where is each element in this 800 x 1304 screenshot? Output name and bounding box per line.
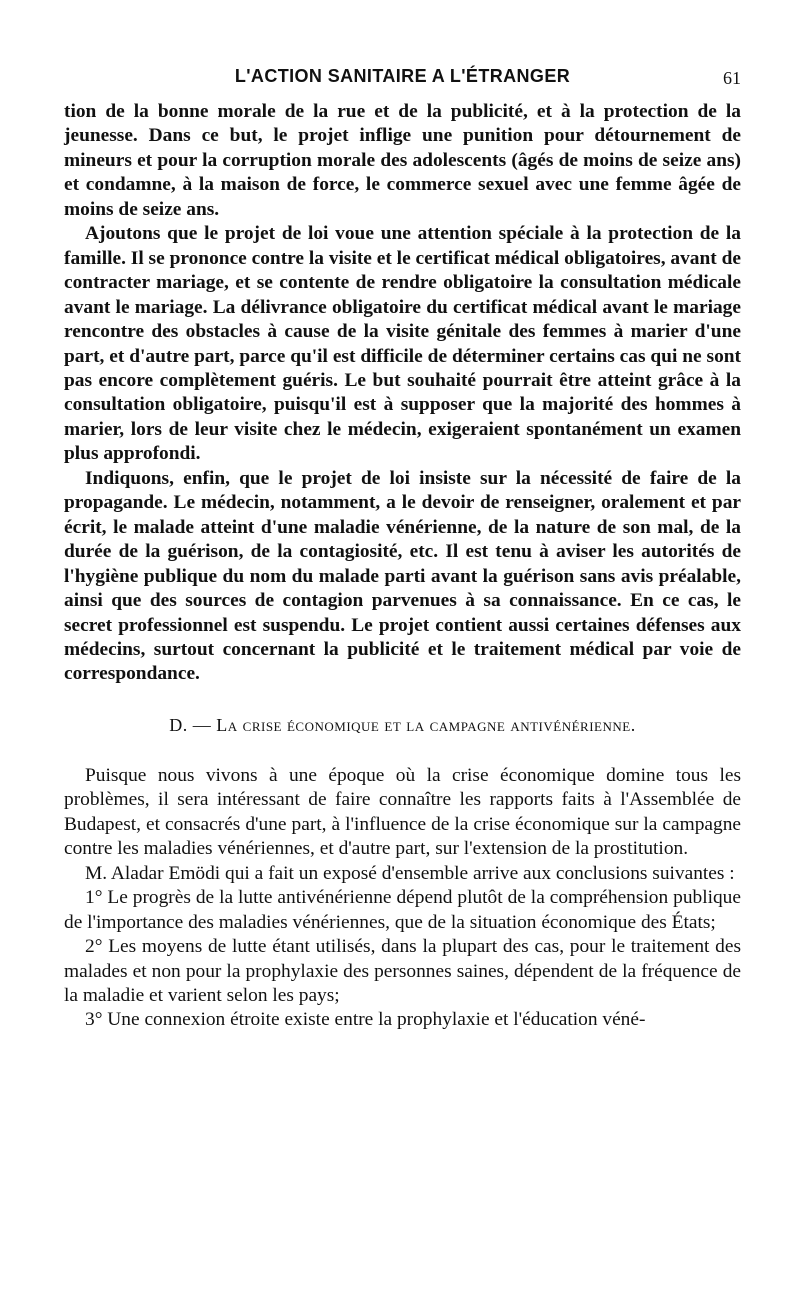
paragraph-2: Ajoutons que le projet de loi voue une attention spéciale à la protection de la famille. Il se prononce contre la visite et le certificat médical obligatoires, avant de contracter mariage, et se contente de rendre obligatoire la consultation médicale avant le mariage. La délivrance obligatoire du certificat médical avant le mariage rencontre des obstacles à cause de la visite génitale des femmes à marier d'une part, et d'autre part, parce qu'il est difficile de déterminer certains cas qui ne sont pas encore complètement guéris. Le but souhaité pourrait être atteint grâce à la consultation obligatoire, puisqu'il est à supposer que la majorité des hommes à marier, lors de leur visite chez le médecin, exigeraient spontanément un examen plus approfondi.: [64, 223, 741, 465]
running-header: [64, 66, 741, 92]
conclusion-item-2: 2° Les moyens de lutte étant utilisés, dans la plupart des cas, pour le traitement des malades et non pour la prophylaxie des personnes saines, dépendent de la fréquence de la maladie et varient selon les pays;: [64, 936, 741, 1006]
section-body: [64, 764, 741, 1033]
paragraph-3: Indiquons, enfin, que le projet de loi insiste sur la nécessité de faire de la propagande. Le médecin, notamment, a le devoir de renseigner, oralement et par écrit, le malade atteint d'une maladie vénérienne, de la nature de son mal, de la durée de la guérison, de la contagiosité, etc. Il est tenu à aviser les autorités de l'hygiène publique du nom du malade parti avant la guérison sans avis préalable, ainsi que des sources de contagion parvenues à sa connaissance. En ce cas, le secret professionnel est suspendu. Le projet contient aussi certaines défenses aux médecins, surtout concernant la publicité et le traitement médical par voie de correspondance.: [64, 467, 741, 685]
document-page: [64, 66, 741, 1033]
section-paragraph-2: M. Aladar Emödi qui a fait un exposé d'ensemble arrive aux conclusions suivantes :: [85, 862, 735, 884]
paragraph-1: tion de la bonne morale de la rue et de la publicité, et à la protection de la jeunesse. Dans ce but, le projet inflige une punition pour détournement de mineurs et pour la corruption morale des adolescents (âgés de moins de seize ans) et condamne, à la maison de force, le commerce sexuel avec une femme âgée de moins de seize ans.: [64, 101, 741, 220]
page-number: 61: [723, 68, 741, 88]
running-title: L'ACTION SANITAIRE A L'ÉTRANGER: [234, 66, 571, 86]
section-heading: D. — La crise économique et la campagne antivénérienne.: [169, 714, 636, 735]
conclusion-item-1: 1° Le progrès de la lutte antivénérienne dépend plutôt de la compréhension publique de l'importance des maladies vénériennes, que de la situation économique des États;: [64, 887, 741, 933]
section-paragraph-1: Puisque nous vivons à une époque où la crise économique domine tous les problèmes, il sera intéressant de faire connaître les rapports faits à l'Assemblée de Budapest, et consacrés d'une part, à l'influence de la crise économique sur la campagne contre les maladies vénériennes, et d'autre part, sur l'extension de la prostitution.: [64, 764, 741, 860]
conclusion-item-3: 3° Une connexion étroite existe entre la prophylaxie et l'éducation véné-: [85, 1009, 646, 1031]
